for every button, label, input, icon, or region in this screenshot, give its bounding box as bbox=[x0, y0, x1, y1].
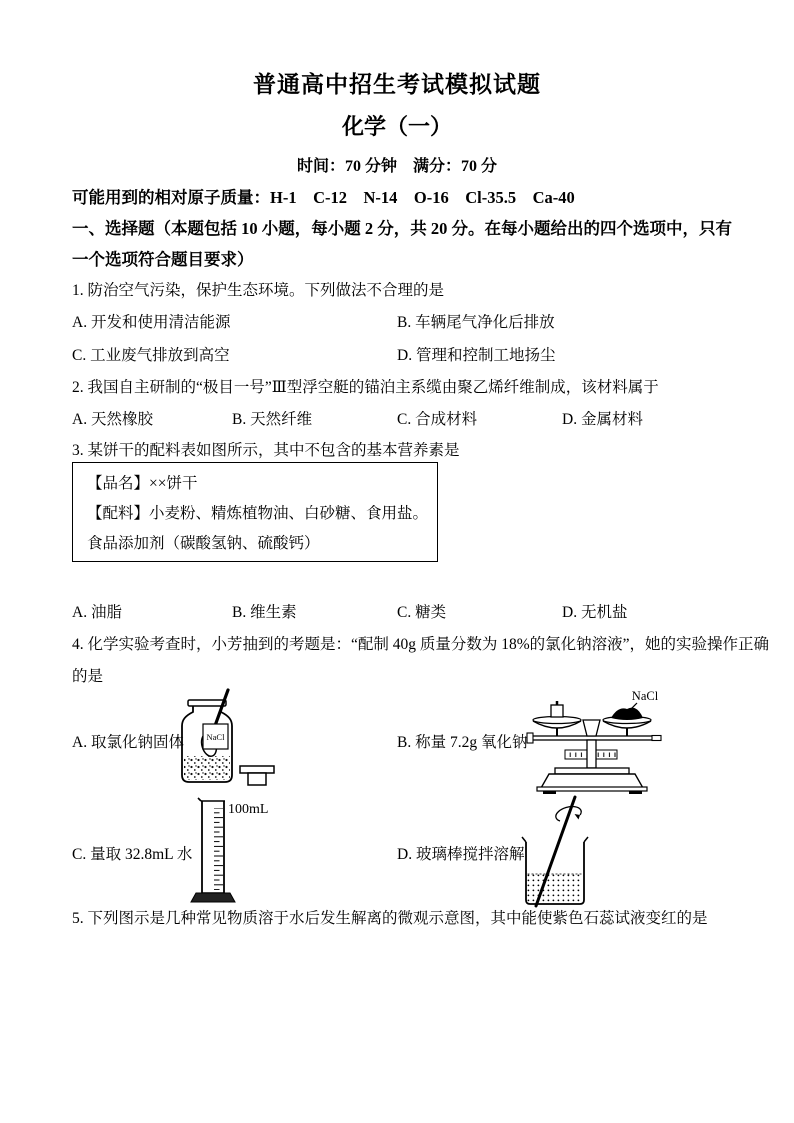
salt-solid-icon bbox=[184, 756, 230, 780]
ingredient-box-additives: 食品添加剂（碳酸氢钠、硫酸钙） bbox=[87, 535, 320, 552]
bottle-label bbox=[203, 724, 228, 749]
bottle-nacl-label: NaCl bbox=[206, 732, 225, 742]
section-heading-line2: 一个选项符合题目要求） bbox=[72, 250, 254, 269]
balance-body-icon bbox=[527, 720, 661, 794]
q4-figure-row-cd bbox=[72, 794, 722, 910]
balance-left-pan-icon bbox=[533, 701, 581, 728]
q4-stem-line2: 的是 bbox=[72, 668, 104, 685]
exam-content bbox=[72, 0, 770, 1123]
q1-option-c: C. 工业废气排放到高空 bbox=[72, 347, 230, 364]
q4-figure-row-ab bbox=[72, 688, 722, 792]
balance-figure bbox=[517, 688, 667, 792]
ingredient-box bbox=[72, 462, 438, 562]
exam-subtitle: 化学（一） bbox=[341, 114, 452, 139]
salt-pile-icon bbox=[611, 708, 643, 720]
q3-option-b: B. 维生素 bbox=[232, 604, 297, 621]
exam-title: 普通高中招生考试模拟试题 bbox=[253, 72, 541, 97]
q2-options-row bbox=[72, 407, 722, 431]
q4-option-d: D. 玻璃棒搅拌溶解 bbox=[397, 846, 525, 863]
q3-option-d: D. 无机盐 bbox=[562, 604, 628, 621]
q5-stem: 5. 下列图示是几种常见物质溶于水后发生解离的微观示意图，其中能使紫色石蕊试液变红的是 bbox=[72, 910, 708, 927]
beaker-figure bbox=[512, 794, 602, 910]
cylinder-scale-icon bbox=[203, 808, 223, 890]
ingredient-box-ingredients: 【配料】小麦粉、精炼植物油、白砂糖、食用盐。 bbox=[87, 505, 429, 522]
q3-options-row bbox=[72, 600, 722, 624]
q1-option-d: D. 管理和控制工地扬尘 bbox=[397, 347, 556, 364]
section-heading-line1: 一、选择题（本题包括 10 小题，每小题 2 分，共 20 分。在每小题给出的四个选项中，只有 bbox=[72, 219, 732, 238]
q4-option-c: C. 量取 32.8mL 水 bbox=[72, 846, 193, 863]
q4-option-a: A. 取氯化钠固体 bbox=[72, 734, 184, 751]
cylinder-base-icon bbox=[191, 893, 235, 902]
q3-stem: 3. 某饼干的配料表如图所示，其中不包含的基本营养素是 bbox=[72, 442, 460, 459]
balance-right-pan-icon bbox=[603, 708, 651, 728]
cylinder-volume-label: 100mL bbox=[228, 802, 269, 817]
exam-time-score-info: 时间：70 分钟 满分：70 分 bbox=[296, 158, 497, 175]
q4-option-b: B. 称量 7.2g 氧化钠 bbox=[397, 734, 528, 751]
q2-option-d: D. 金属材料 bbox=[562, 411, 643, 428]
reagent-bottle-figure bbox=[176, 688, 276, 788]
atomic-masses-line: 可能用到的相对原子质量：H-1 C-12 N-14 O-16 Cl-35.5 Ca-40 bbox=[72, 188, 575, 207]
q2-option-c: C. 合成材料 bbox=[397, 411, 478, 428]
q3-option-a: A. 油脂 bbox=[72, 604, 122, 621]
graduated-cylinder-figure bbox=[172, 796, 282, 908]
q4-stem-line1: 4. 化学实验考查时，小芳抽到的考题是：“配制 40g 质量分数为 18%的氯化钠溶液”，她的实验操作正确 bbox=[72, 636, 770, 653]
balance-nacl-label: NaCl bbox=[631, 689, 659, 703]
q2-option-a: A. 天然橡胶 bbox=[72, 411, 153, 428]
q2-option-b: B. 天然纤维 bbox=[232, 411, 313, 428]
q1-option-a: A. 开发和使用清洁能源 bbox=[72, 314, 231, 331]
bottle-cap-icon bbox=[240, 766, 274, 785]
q2-stem: 2. 我国自主研制的“极目一号”Ⅲ型浮空艇的锚泊主系缆由聚乙烯纤维制成，该材料属于 bbox=[72, 379, 659, 396]
liquid-icon bbox=[528, 874, 583, 903]
q1-option-b: B. 车辆尾气净化后排放 bbox=[397, 314, 555, 331]
q1-stem: 1. 防治空气污染，保护生态环境。下列做法不合理的是 bbox=[72, 282, 445, 299]
q3-option-c: C. 糖类 bbox=[397, 604, 447, 621]
ingredient-box-product-name: 【品名】××饼干 bbox=[87, 475, 198, 492]
q1-options-row1 bbox=[72, 310, 722, 334]
q1-options-row2 bbox=[72, 343, 722, 367]
